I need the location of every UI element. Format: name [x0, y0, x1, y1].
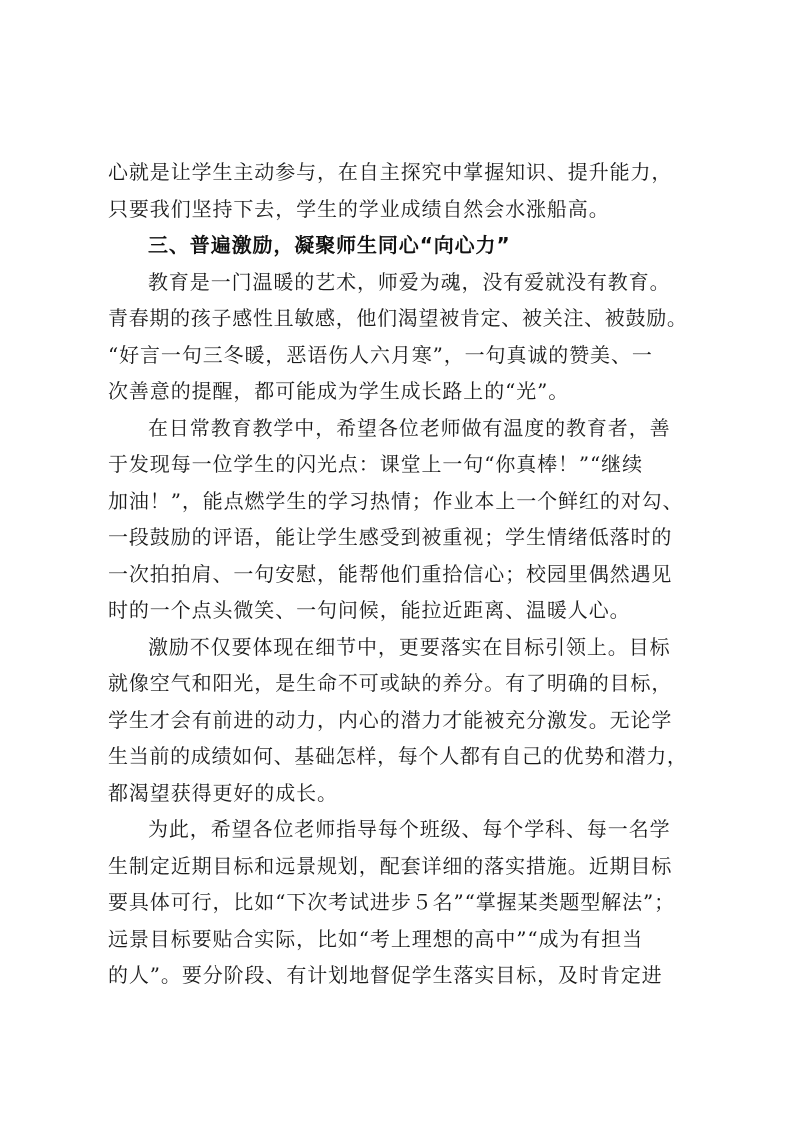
text-line: 只要我们坚持下去，学生的学业成绩自然会水涨船高。 [108, 196, 610, 221]
document-body [108, 154, 688, 994]
text-line: 要具体可行，比如“下次考试进步５名”“掌握某类题型解法”； [108, 890, 675, 914]
text-line: 激励不仅要体现在细节中，更要落实在目标引领上。目标 [148, 634, 671, 659]
text-line: 青春期的孩子感性且敏感，他们渴望被肯定、被关注、被鼓励。 [108, 306, 688, 330]
text-line: 都渴望获得更好的成长。 [108, 780, 338, 805]
text-line: 次善意的提醒，都可能成为学生成长路上的“光”。 [108, 379, 570, 403]
text-line: 教育是一门温暖的艺术，师爱为魂，没有爱就没有教育。 [148, 269, 671, 294]
text-line: 于发现每一位学生的闪光点：课堂上一句“你真棒！”“继续 [108, 452, 643, 476]
text-line: 就像空气和阳光，是生命不可或缺的养分。有了明确的目标， [108, 671, 673, 695]
text-line: “好言一句三冬暖，恶语伤人六月寒”，一句真诚的赞美、一 [108, 342, 653, 367]
text-line: 的人”。要分阶段、有计划地督促学生落实目标，及时肯定进 [108, 963, 663, 987]
section-heading: 三、普遍激励，凝聚师生同心“向心力” [148, 233, 511, 257]
text-line: 生制定近期目标和远景规划，配套详细的落实措施。近期目标 [108, 853, 673, 878]
text-line: 时的一个点头微笑、一句问候，能拉近距离、温暖人心。 [108, 598, 631, 622]
text-line: 一段鼓励的评语，能让学生感受到被重视；学生情绪低落时的 [108, 525, 673, 549]
text-line: 心就是让学生主动参与，在自主探究中掌握知识、提升能力， [108, 160, 673, 184]
text-line: 生当前的成绩如何、基础怎样，每个人都有自己的优势和潜力， [108, 744, 688, 768]
text-line: 远景目标要贴合实际，比如“考上理想的高中”“成为有担当 [108, 926, 643, 951]
text-line: 为此，希望各位老师指导每个班级、每个学科、每一名学 [148, 817, 671, 841]
text-line: 一次拍拍肩、一句安慰，能帮他们重拾信心；校园里偶然遇见 [108, 561, 673, 586]
text-line: 在日常教育教学中，希望各位老师做有温度的教育者，善 [148, 415, 671, 440]
text-line: 学生才会有前进的动力，内心的潜力才能被充分激发。无论学 [108, 707, 673, 732]
text-line: 加油！”，能点燃学生的学习热情；作业本上一个鲜红的对勾、 [108, 488, 684, 513]
